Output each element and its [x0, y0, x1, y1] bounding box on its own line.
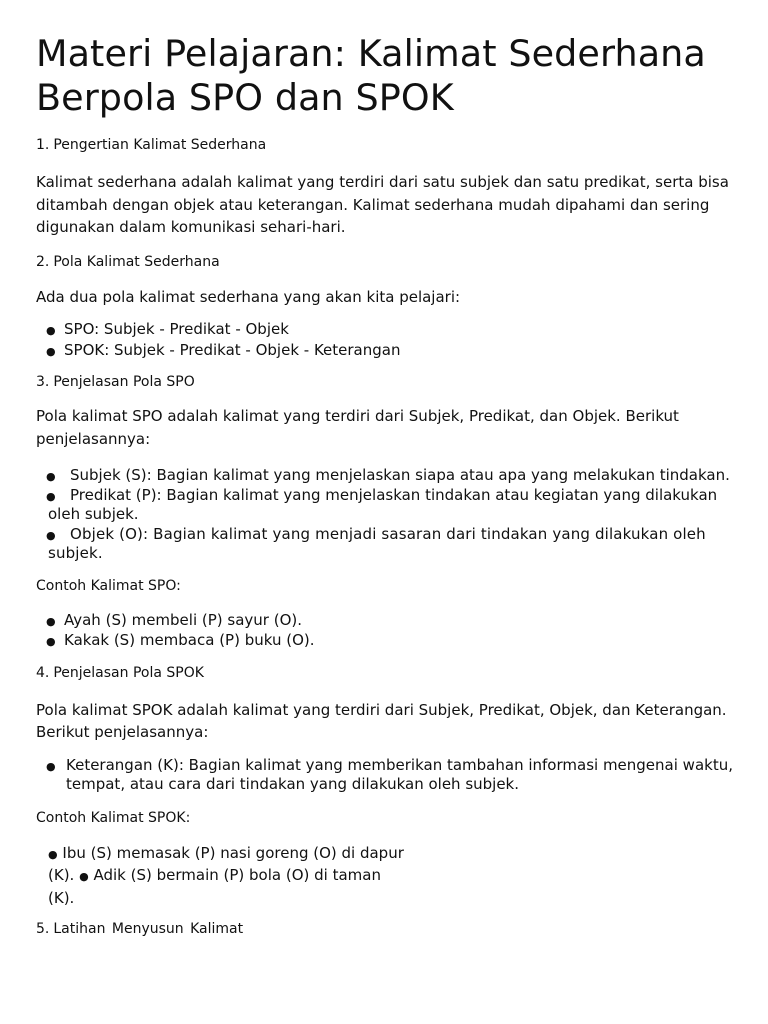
bullet-icon: ● [46, 489, 56, 503]
document-title: Materi Pelajaran: Kalimat Sederhana Berpola SPO dan SPOK [36, 32, 706, 119]
bullet-icon: ● [46, 759, 56, 773]
section-3-heading [36, 373, 736, 391]
section-number: 3. [36, 374, 50, 390]
section-4-heading [36, 664, 736, 682]
section-2-paragraph: Ada dua pola kalimat sederhana yang akan kita pelajari: [36, 287, 461, 306]
list-item: ● Subjek (S): Bagian kalimat yang menjelaskan siapa atau apa yang melakukan tindakan. [36, 466, 736, 486]
list-item: ● Objek (O): Bagian kalimat yang menjadi sasaran dari tindakan yang dilakukan oleh subjek. [46, 524, 706, 562]
list-item: ● SPOK: Subjek - Predikat - Objek - Keterangan [36, 341, 736, 361]
spo-example-list [36, 611, 736, 651]
section-title: Latihan Menyusun Kalimat [53, 921, 244, 937]
spok-definition-list [36, 756, 736, 795]
bullet-icon: ● [79, 870, 89, 883]
section-title: Penjelasan Pola SPO [53, 374, 195, 390]
section-number: 1. [36, 137, 50, 153]
list-item: ● Predikat (P): Bagian kalimat yang menjelaskan tindakan atau kegiatan yang dilakukan oleh subjek. [46, 485, 718, 523]
spo-definition-list [36, 466, 736, 564]
section-2-heading [36, 253, 736, 271]
section-4-paragraph: Pola kalimat SPOK adalah kalimat yang terdiri dari Subjek, Predikat, Objek, dan Keterangan. Berikut penjelasannya: [36, 700, 727, 741]
bullet-icon: ● [46, 470, 56, 483]
pattern-list [36, 320, 736, 360]
section-3-paragraph: Pola kalimat SPO adalah kalimat yang terdiri dari Subjek, Predikat, dan Objek. Berikut penjelasannya: [36, 407, 679, 448]
section-1-paragraph: Kalimat sederhana adalah kalimat yang terdiri dari satu subjek dan satu predikat, serta bisa ditambah dengan objek atau keterangan. Kalimat sederhana mudah dipahami dan sering digunakan dalam komunikasi sehari-hari. [36, 173, 729, 236]
list-item: ● Keterangan (K): Bagian kalimat yang memberikan tambahan informasi mengenai waktu, tempat, atau cara dari tindakan yang dilakukan oleh subjek. [46, 755, 733, 793]
section-title: Pengertian Kalimat Sederhana [53, 137, 267, 153]
bullet-icon: ● [46, 528, 56, 542]
bullet-icon: ● [46, 324, 56, 337]
list-item: ● SPO: Subjek - Predikat - Objek [36, 320, 736, 340]
bullet-icon: ● [46, 614, 56, 628]
section-title: Penjelasan Pola SPOK [53, 664, 204, 681]
document-page [36, 0, 736, 938]
section-5-heading [36, 920, 736, 938]
list-item: ● Ayah (S) membeli (P) sayur (O). [36, 611, 736, 631]
section-number: 4. [36, 664, 50, 681]
section-title: Pola Kalimat Sederhana [53, 253, 220, 270]
bullet-icon: ● [46, 635, 56, 648]
section-number: 2. [36, 253, 50, 270]
list-item: Adik (S) bermain (P) bola (O) di taman (K). [48, 866, 381, 907]
bullet-icon: ● [48, 847, 58, 861]
bullet-icon: ● [46, 344, 56, 358]
spo-example-heading: Contoh Kalimat SPO: [36, 577, 181, 594]
list-item: ● Kakak (S) membaca (P) buku (O). [36, 631, 736, 651]
section-1-heading [36, 136, 736, 154]
spok-example-list [36, 843, 408, 909]
section-number: 5. [36, 921, 50, 937]
spok-example-heading: Contoh Kalimat SPOK: [36, 809, 191, 826]
list-item: Ibu (S) memasak (P) nasi goreng (O) di dapur (K). [48, 843, 404, 884]
